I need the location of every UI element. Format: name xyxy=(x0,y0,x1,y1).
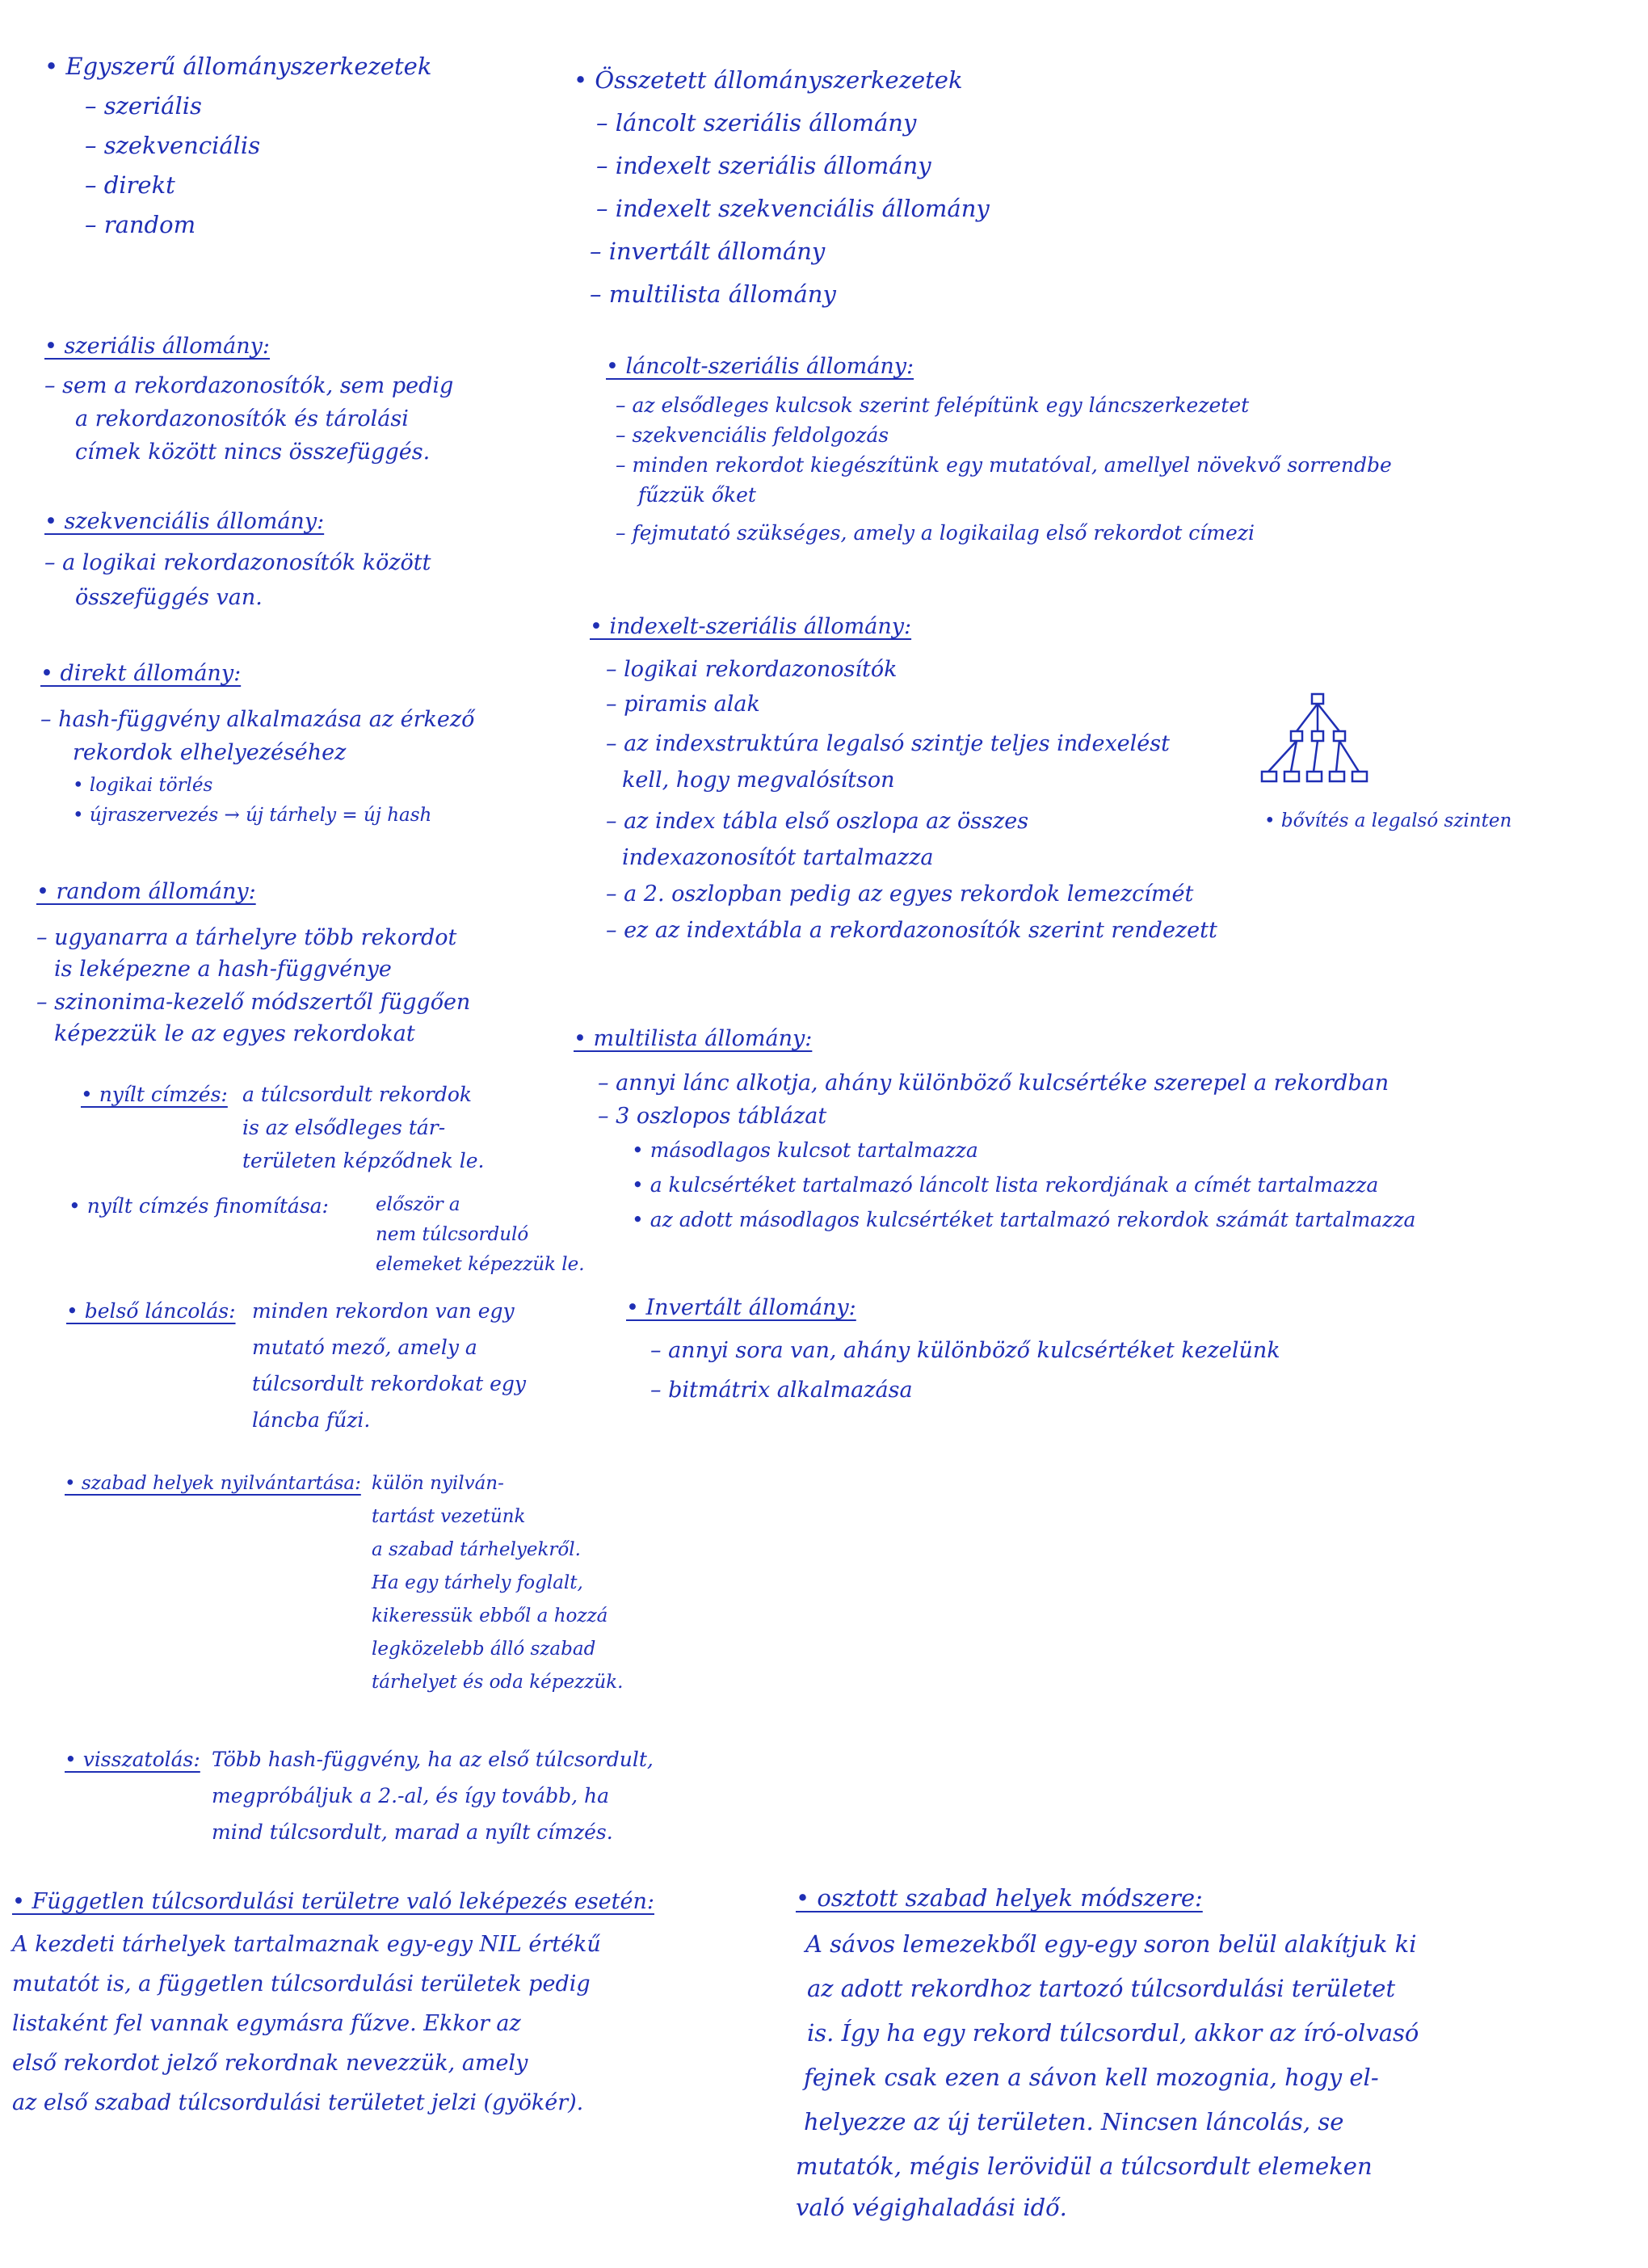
random-file xyxy=(36,881,470,1045)
note-line: mutatót is, a független túlcsordulási területek pedig xyxy=(12,1971,591,1997)
direct-file xyxy=(40,663,474,825)
list-item: – szekvenciális xyxy=(85,132,261,159)
note-line: – az index tábla első oszlopa az összes xyxy=(606,809,1029,834)
note-line: • újraszervezés → új tárhely = új hash xyxy=(73,805,432,826)
section-heading: • indexelt-szeriális állomány: xyxy=(590,614,912,639)
note-line: a túlcsordult rekordok xyxy=(242,1083,473,1106)
note-line: – bitmátrix alkalmazása xyxy=(650,1378,913,1403)
indexed-serial-file xyxy=(590,616,1217,941)
sub-heading: • szabad helyek nyilvántartása: xyxy=(65,1473,361,1494)
list-item: – indexelt szekvenciális állomány xyxy=(596,195,990,222)
composite-structures xyxy=(574,66,990,308)
note-line: rekordok elhelyezéséhez xyxy=(73,740,347,765)
note-line: túlcsordult rekordokat egy xyxy=(252,1372,526,1395)
note-line: nem túlcsorduló xyxy=(376,1224,529,1245)
note-line: első rekordot jelző rekordnak nevezzük, amely xyxy=(12,2051,528,2076)
sub-heading: • nyílt címzés: xyxy=(81,1083,228,1106)
note-line: külön nyilván- xyxy=(372,1473,504,1494)
note-line: kikeressük ebből a hozzá xyxy=(372,1605,608,1626)
serial-file xyxy=(44,335,453,463)
section-heading: • Egyszerű állományszerkezetek xyxy=(44,53,432,80)
note-line: címek között nincs összefüggés. xyxy=(75,440,431,465)
distributed-free-space xyxy=(796,1884,1419,2221)
note-line: – minden rekordot kiegészítünk egy mutatóval, amellyel növekvő sorrendbe xyxy=(616,453,1392,477)
note-line: A sávos lemezekből egy-egy soron belül alakítjuk ki xyxy=(805,1930,1417,1958)
open-addressing-refinement xyxy=(69,1196,585,1274)
note-line: helyezze az új területen. Nincsen láncolás, se xyxy=(804,2108,1344,2135)
list-item: – random xyxy=(85,211,196,238)
internal-chaining xyxy=(66,1301,526,1430)
note-line: • a kulcsértéket tartalmazó láncolt lista rekordjának a címét tartalmazza xyxy=(632,1173,1379,1197)
section-heading: • Összetett állományszerkezetek xyxy=(574,66,963,94)
note-line: – az elsődleges kulcsok szerint felépítünk egy láncszerkezetet xyxy=(616,393,1250,417)
note-line: minden rekordon van egy xyxy=(252,1299,515,1323)
note-line: Ha egy tárhely foglalt, xyxy=(372,1572,583,1593)
sub-heading: • belső láncolás: xyxy=(66,1299,236,1323)
note-line: fűzzük őket xyxy=(638,483,756,507)
note-line: – annyi lánc alkotja, ahány különböző kulcsértéke szerepel a rekordban xyxy=(598,1071,1389,1096)
note-line: mutató mező, amely a xyxy=(252,1336,477,1359)
note-line: mind túlcsordult, marad a nyílt címzés. xyxy=(212,1820,613,1844)
note-line: – a logikai rekordazonosítók között xyxy=(44,550,431,575)
note-line: is. Így ha egy rekord túlcsordul, akkor az író-olvasó xyxy=(807,2019,1419,2047)
section-heading: • láncolt-szeriális állomány: xyxy=(606,354,914,379)
list-item: – direkt xyxy=(85,171,175,199)
note-line: – logikai rekordazonosítók xyxy=(606,657,898,682)
note-line: A kezdeti tárhelyek tartalmaznak egy-egy NIL értékű xyxy=(12,1932,601,1957)
sub-heading: • visszatolás: xyxy=(65,1748,200,1771)
note-line: fejnek csak ezen a sávon kell mozognia, hogy el- xyxy=(804,2064,1379,2091)
note-line: – piramis alak xyxy=(606,692,760,717)
note-line: Több hash-függvény, ha az első túlcsordult, xyxy=(212,1748,654,1771)
list-item: – szeriális xyxy=(85,92,202,120)
note-line: – szekvenciális feldolgozás xyxy=(616,423,889,447)
note-line: listaként fel vannak egymásra fűzve. Ekkor az xyxy=(12,2011,521,2036)
list-item: – invertált állomány xyxy=(590,238,826,265)
note-line: képezzük le az egyes rekordokat xyxy=(54,1021,415,1046)
note-line: tartást vezetünk xyxy=(372,1506,526,1527)
note-line: láncba fűzi. xyxy=(252,1408,371,1432)
note-line: – szinonima-kezelő módszertől függően xyxy=(36,990,471,1015)
note-line: – fejmutató szükséges, amely a logikailag első rekordot címezi xyxy=(616,521,1255,545)
expansion-note: • bővítés a legalsó szinten xyxy=(1264,810,1512,831)
free-space-tracking xyxy=(65,1475,623,1692)
note-line: a szabad tárhelyekről. xyxy=(372,1539,581,1560)
section-heading: • osztott szabad helyek módszere: xyxy=(796,1884,1203,1912)
note-line: az adott rekordhoz tartozó túlcsordulási területet xyxy=(807,1975,1396,2002)
list-item: – láncolt szeriális állomány xyxy=(596,109,917,137)
note-line: az első szabad túlcsordulási területet jelzi (gyökér). xyxy=(12,2090,584,2115)
note-line: elemeket képezzük le. xyxy=(376,1254,585,1275)
note-line: a rekordazonosítók és tárolási xyxy=(75,406,409,431)
simple-structures xyxy=(44,55,431,237)
note-line: – 3 oszlopos táblázat xyxy=(598,1104,827,1129)
note-line: először a xyxy=(376,1194,460,1215)
independent-overflow xyxy=(12,1891,654,2114)
list-item: – multilista állomány xyxy=(590,280,836,308)
note-line: – az indexstruktúra legalsó szintje teljes indexelést xyxy=(606,731,1170,756)
pyramid-icon xyxy=(1252,691,1381,796)
note-line: is az elsődleges tár- xyxy=(242,1116,446,1139)
list-item: – indexelt szeriális állomány xyxy=(596,152,931,179)
note-line: megpróbáljuk a 2.-al, és így tovább, ha xyxy=(212,1784,609,1807)
section-heading: • multilista állomány: xyxy=(574,1026,813,1051)
note-line: • logikai törlés xyxy=(73,775,213,796)
multilist-file xyxy=(574,1028,1415,1230)
note-line: területen képződnek le. xyxy=(242,1149,485,1172)
sequential-file xyxy=(44,511,431,608)
open-addressing xyxy=(81,1084,484,1171)
note-line: – annyi sora van, ahány különböző kulcsértéket kezelünk xyxy=(650,1338,1280,1363)
note-line: legközelebb álló szabad xyxy=(372,1639,596,1660)
chained-serial-file xyxy=(606,356,1392,543)
note-line: • az adott másodlagos kulcsértéket tartalmazó rekordok számát tartalmazza xyxy=(632,1208,1416,1231)
note-line: indexazonosítót tartalmazza xyxy=(622,845,934,870)
note-line: összefüggés van. xyxy=(75,585,263,610)
note-line: – hash-függvény alkalmazása az érkező xyxy=(40,707,475,732)
inverted-file xyxy=(626,1297,1280,1401)
section-heading: • random állomány: xyxy=(36,879,256,904)
note-line: való végighaladási idő. xyxy=(796,2194,1067,2221)
note-line: – sem a rekordazonosítók, sem pedig xyxy=(44,373,454,398)
section-heading: • szekvenciális állomány: xyxy=(44,509,325,534)
sub-heading: • nyílt címzés finomítása: xyxy=(69,1194,329,1218)
section-heading: • direkt állomány: xyxy=(40,661,242,686)
note-line: – ez az indextábla a rekordazonosítók szerint rendezett xyxy=(606,918,1217,943)
section-heading: • szeriális állomány: xyxy=(44,334,270,359)
push-back xyxy=(65,1749,654,1842)
note-line: tárhelyet és oda képezzük. xyxy=(372,1672,624,1693)
note-line: – a 2. oszlopban pedig az egyes rekordok lemezcímét xyxy=(606,882,1194,907)
section-heading: • Invertált állomány: xyxy=(626,1295,856,1320)
note-line: kell, hogy megvalósítson xyxy=(622,768,895,793)
section-heading: • Független túlcsordulási területre való leképezés esetén: xyxy=(12,1889,654,1914)
note-line: – ugyanarra a tárhelyre több rekordot xyxy=(36,925,457,950)
note-line: is leképezne a hash-függvénye xyxy=(54,957,392,982)
note-line: • másodlagos kulcsot tartalmazza xyxy=(632,1138,978,1162)
note-line: mutatók, mégis lerövidül a túlcsordult elemeken xyxy=(796,2152,1373,2180)
